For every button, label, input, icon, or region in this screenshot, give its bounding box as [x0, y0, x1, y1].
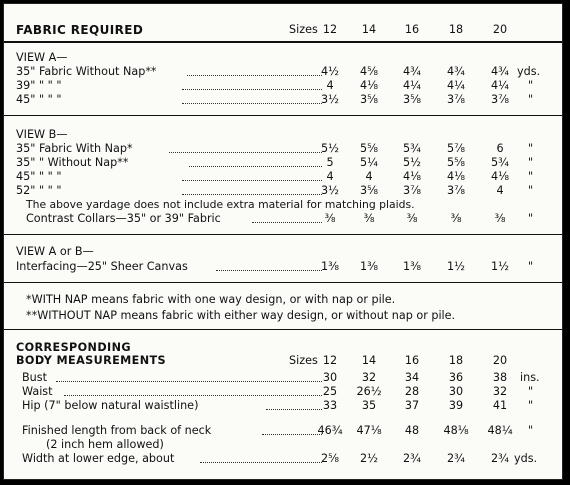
measurement-value: 35	[361, 399, 377, 412]
measurement-row	[4, 399, 562, 413]
size-header: 18	[448, 354, 464, 367]
yardage-value: 4	[496, 184, 504, 197]
yardage-value: 5⅝	[360, 142, 378, 155]
measurement-value: 25	[322, 385, 338, 398]
unit-label: "	[528, 156, 534, 169]
length-value: 48¼	[487, 424, 513, 437]
fabric-row	[4, 156, 562, 170]
leader-dots	[169, 151, 322, 153]
size-header: 12	[322, 23, 338, 36]
body-title-line1: CORRESPONDING	[16, 341, 131, 354]
yardage-value: 4⅛	[447, 170, 465, 183]
fabric-row-label: 35" Fabric Without Nap**	[16, 65, 157, 78]
yardage-value: 5½	[321, 142, 339, 155]
unit-label: yds.	[514, 452, 538, 465]
yardage-value: ⅜	[324, 212, 336, 225]
length-value: 46¾	[317, 424, 343, 437]
width-row	[4, 452, 562, 466]
yardage-value: 4⅛	[360, 79, 378, 92]
yardage-value: 5⅞	[447, 142, 465, 155]
unit-label: "	[528, 399, 534, 412]
yardage-value: 4¼	[491, 79, 509, 92]
yardage-value: 3⅞	[447, 184, 465, 197]
yardage-value: 5½	[403, 156, 421, 169]
fabric-required-title: FABRIC REQUIRED	[16, 23, 144, 37]
unit-label: "	[528, 260, 534, 273]
sizes-label: Sizes	[289, 23, 318, 36]
measurement-row	[4, 385, 562, 399]
fabric-row	[4, 184, 562, 198]
yardage-value: ⅜	[406, 212, 418, 225]
contrast-collars-label: Contrast Collars—35" or 39" Fabric	[26, 212, 221, 225]
width-value: 2¾	[403, 452, 421, 465]
yardage-value: 5	[326, 156, 334, 169]
width-label: Width at lower edge, about	[22, 452, 175, 465]
fabric-row	[4, 142, 562, 156]
measurement-row	[4, 371, 562, 385]
measurement-value: 26½	[356, 385, 382, 398]
yardage-value: 1⅜	[321, 260, 339, 273]
divider	[4, 234, 562, 235]
fabric-row	[4, 65, 562, 79]
leader-dots	[189, 165, 322, 167]
divider	[4, 282, 562, 283]
measurement-value: 32	[492, 385, 508, 398]
unit-label: "	[528, 424, 534, 437]
interfacing-row	[4, 260, 562, 274]
leader-dots	[56, 380, 322, 382]
length-value: 48	[404, 424, 420, 437]
yardage-value: 3⅝	[360, 93, 378, 106]
yardage-value: 4¾	[403, 65, 421, 78]
leader-dots	[182, 102, 322, 104]
yardage-value: 4¼	[447, 79, 465, 92]
width-value: 2¾	[491, 452, 509, 465]
yardage-value: 4½	[321, 65, 339, 78]
without-nap-note: **WITHOUT NAP means fabric with either way design, or without nap or pile.	[26, 309, 456, 322]
leader-dots	[182, 193, 322, 195]
size-header: 20	[492, 23, 508, 36]
with-nap-note: *WITH NAP means fabric with one way design, or with nap or pile.	[26, 293, 396, 306]
measurement-value: 34	[404, 371, 420, 384]
yardage-value: 1½	[491, 260, 509, 273]
measurement-label: Waist	[22, 385, 53, 398]
view-b-title: VIEW B—	[16, 128, 68, 141]
size-header: 16	[404, 23, 420, 36]
measurement-label: Bust	[22, 371, 47, 384]
fabric-row-label: 45" " " "	[16, 170, 62, 183]
unit-label: "	[528, 184, 534, 197]
yardage-value: 3⅞	[491, 93, 509, 106]
yardage-value: 5⅝	[447, 156, 465, 169]
divider	[4, 115, 562, 116]
length-value: 48⅛	[443, 424, 469, 437]
plaids-note: The above yardage does not include extra material for matching plaids.	[26, 198, 415, 211]
sizes-label: Sizes	[289, 354, 318, 367]
yardage-value: 4⅛	[403, 170, 421, 183]
yardage-value: 4⅛	[491, 170, 509, 183]
size-header: 12	[322, 354, 338, 367]
interfacing-label: Interfacing—25" Sheer Canvas	[16, 260, 188, 273]
measurement-value: 33	[322, 399, 338, 412]
measurement-value: 39	[448, 399, 464, 412]
fabric-row-label: 45" " " "	[16, 93, 62, 106]
unit-label: yds.	[517, 65, 541, 78]
yardage-value: 3⅝	[360, 184, 378, 197]
fabric-row	[4, 170, 562, 184]
measurement-value: 30	[448, 385, 464, 398]
yardage-value: ⅜	[494, 212, 506, 225]
unit-label: "	[528, 212, 534, 225]
body-title-line2: BODY MEASUREMENTS	[16, 354, 166, 367]
measurement-value: 28	[404, 385, 420, 398]
measurement-value: 30	[322, 371, 338, 384]
measurement-value: 37	[404, 399, 420, 412]
leader-dots	[200, 461, 322, 463]
yardage-value: ⅜	[363, 212, 375, 225]
unit-label: "	[528, 79, 534, 92]
width-value: 2¾	[447, 452, 465, 465]
yardage-value: ⅜	[450, 212, 462, 225]
fabric-row-label: 35" Fabric With Nap*	[16, 142, 133, 155]
width-value: 2½	[360, 452, 378, 465]
yardage-value: 1½	[447, 260, 465, 273]
measurement-value: 36	[448, 371, 464, 384]
yardage-value: 4⅝	[360, 65, 378, 78]
measurement-value: 38	[492, 371, 508, 384]
hem-note: (2 inch hem allowed)	[46, 438, 164, 451]
leader-dots	[64, 394, 322, 396]
view-a-title: VIEW A—	[16, 51, 68, 64]
length-value: 47⅛	[356, 424, 382, 437]
pattern-chart	[3, 3, 563, 480]
finished-length-row	[4, 424, 562, 438]
yardage-value: 1⅜	[360, 260, 378, 273]
size-header: 14	[361, 23, 377, 36]
unit-label: "	[528, 170, 534, 183]
finished-length-label: Finished length from back of neck	[22, 424, 212, 437]
fabric-row-label: 52" " " "	[16, 184, 62, 197]
yardage-value: 4	[326, 170, 334, 183]
measurement-value: 32	[361, 371, 377, 384]
contrast-collars-row	[4, 212, 562, 226]
unit-label: "	[528, 385, 534, 398]
yardage-value: 1⅜	[403, 260, 421, 273]
divider	[4, 329, 562, 330]
size-header: 18	[448, 23, 464, 36]
leader-dots	[216, 269, 322, 271]
fabric-row	[4, 93, 562, 107]
yardage-value: 5¾	[491, 156, 509, 169]
yardage-value: 3½	[321, 93, 339, 106]
leader-dots	[187, 74, 322, 76]
measurement-value: 41	[492, 399, 508, 412]
measurement-label: Hip (7" below natural waistline)	[22, 399, 199, 412]
fabric-row-label: 39" " " "	[16, 79, 62, 92]
yardage-value: 5¾	[403, 142, 421, 155]
yardage-value: 4¾	[491, 65, 509, 78]
yardage-value: 3½	[321, 184, 339, 197]
unit-label: "	[528, 93, 534, 106]
fabric-row	[4, 79, 562, 93]
unit-label: ins.	[520, 371, 540, 384]
fabric-row-label: 35" " Without Nap**	[16, 156, 129, 169]
width-value: 2⅝	[321, 452, 339, 465]
yardage-value: 4	[365, 170, 373, 183]
view-ab-title: VIEW A or B—	[16, 245, 94, 258]
yardage-value: 3⅞	[447, 93, 465, 106]
size-header: 14	[361, 354, 377, 367]
size-header: 20	[492, 354, 508, 367]
yardage-value: 6	[496, 142, 504, 155]
yardage-value: 3⅝	[403, 93, 421, 106]
yardage-value: 4	[326, 79, 334, 92]
leader-dots	[182, 179, 322, 181]
leader-dots	[182, 88, 322, 90]
yardage-value: 3⅞	[403, 184, 421, 197]
yardage-value: 4¼	[403, 79, 421, 92]
yardage-value: 4¾	[447, 65, 465, 78]
yardage-value: 5¼	[360, 156, 378, 169]
divider	[4, 41, 562, 43]
size-header: 16	[404, 354, 420, 367]
unit-label: "	[528, 142, 534, 155]
